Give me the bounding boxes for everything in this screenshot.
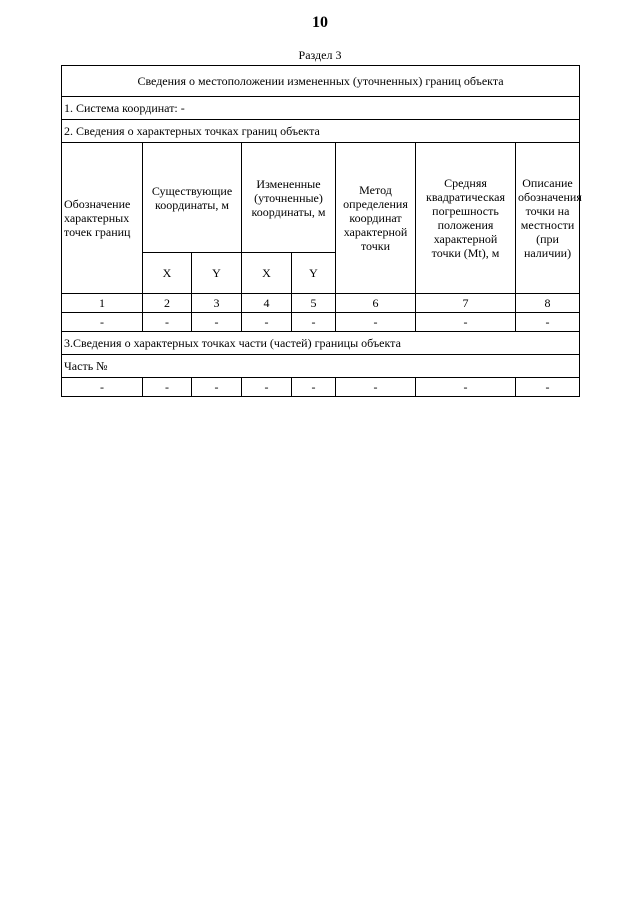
header-existing-x: X bbox=[143, 253, 192, 294]
page-number: 10 bbox=[312, 14, 328, 31]
column-number-row bbox=[62, 294, 580, 313]
section-label: Раздел 3 bbox=[298, 48, 342, 62]
table-cell: - bbox=[242, 313, 292, 332]
table-row bbox=[62, 313, 580, 332]
column-number: 1 bbox=[62, 294, 143, 313]
table-cell: - bbox=[62, 378, 143, 397]
table-cell: - bbox=[192, 378, 242, 397]
header-changed-x: X bbox=[242, 253, 292, 294]
column-number: 7 bbox=[416, 294, 516, 313]
column-number: 4 bbox=[242, 294, 292, 313]
table-cell: - bbox=[143, 313, 192, 332]
header-existing-coordinates: Существующие координаты, м bbox=[143, 143, 242, 253]
column-number: 6 bbox=[336, 294, 416, 313]
header-existing-y: Y bbox=[192, 253, 242, 294]
column-number: 8 bbox=[516, 294, 580, 313]
table-cell: - bbox=[416, 378, 516, 397]
boundary-points-table bbox=[61, 65, 580, 397]
header-changed-coordinates: Измененные (уточненные) координаты, м bbox=[242, 143, 336, 253]
table-cell: - bbox=[62, 313, 143, 332]
table-cell: - bbox=[516, 378, 580, 397]
part-number-row: Часть № bbox=[62, 355, 580, 378]
header-changed-y: Y bbox=[292, 253, 336, 294]
table-row bbox=[62, 378, 580, 397]
section-2-title: 2. Сведения о характерных точках границ объекта bbox=[62, 120, 580, 143]
table-cell: - bbox=[242, 378, 292, 397]
table-cell: - bbox=[516, 313, 580, 332]
table-cell: - bbox=[336, 313, 416, 332]
column-number: 3 bbox=[192, 294, 242, 313]
header-mean-square-error: Средняя квадратическая погрешность положения характерной точки (Mt), м bbox=[416, 143, 516, 294]
header-description: Описание обозначения точки на местности (при наличии) bbox=[516, 143, 580, 294]
section-3-title: 3.Сведения о характерных точках части (частей) границы объекта bbox=[62, 332, 580, 355]
coordinate-system-row: 1. Система координат: - bbox=[62, 97, 580, 120]
header-method: Метод определения координат характерной точки bbox=[336, 143, 416, 294]
table-title: Сведения о местоположении измененных (уточненных) границ объекта bbox=[62, 66, 580, 97]
header-point-designation: Обозначение характерных точек границ bbox=[62, 143, 143, 294]
table-cell: - bbox=[292, 313, 336, 332]
table-cell: - bbox=[416, 313, 516, 332]
column-number: 2 bbox=[143, 294, 192, 313]
table-cell: - bbox=[143, 378, 192, 397]
table-cell: - bbox=[192, 313, 242, 332]
column-number: 5 bbox=[292, 294, 336, 313]
table-cell: - bbox=[292, 378, 336, 397]
table-cell: - bbox=[336, 378, 416, 397]
